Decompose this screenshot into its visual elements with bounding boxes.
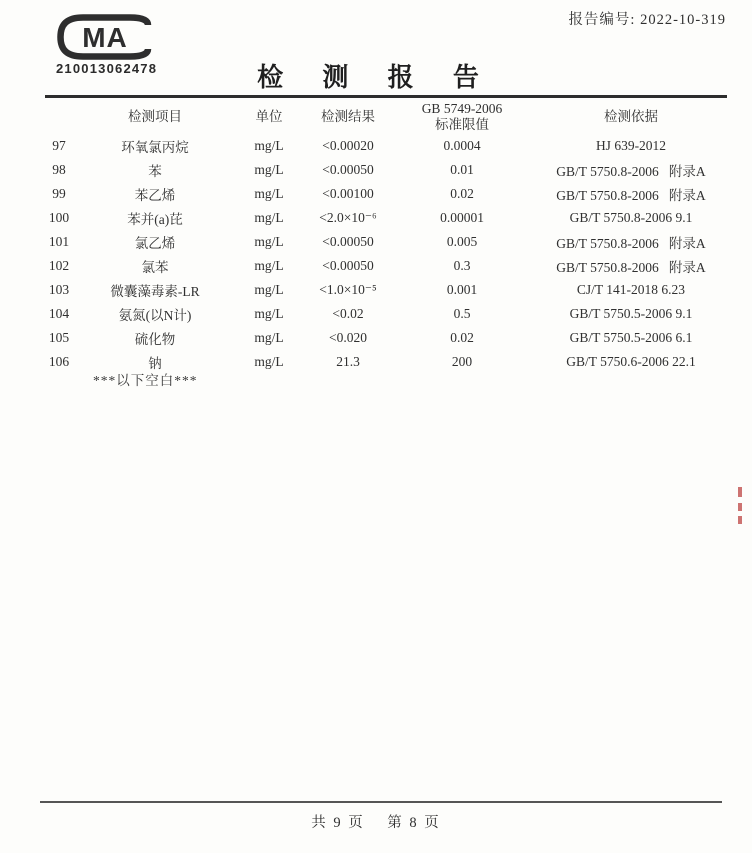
scan-red-mark bbox=[738, 487, 743, 529]
col-header-unit: 单位 bbox=[255, 109, 283, 124]
table-row bbox=[42, 134, 730, 158]
page-title: 检 测 报 告 bbox=[257, 62, 495, 92]
limit-value: 0.0004 bbox=[443, 138, 481, 153]
limit-value: 0.01 bbox=[450, 162, 474, 177]
scan-red-dash bbox=[738, 487, 742, 497]
item-name: 微囊藻毒素-LR bbox=[110, 284, 200, 299]
cma-cert-number: 210013062478 bbox=[56, 61, 158, 76]
page-footer: 共 9 页 第 8 页 bbox=[311, 815, 441, 831]
basis-value: GB/T 5750.6-2006 22.1 bbox=[566, 354, 696, 369]
table-header-row bbox=[42, 100, 730, 134]
unit-value: mg/L bbox=[254, 138, 284, 153]
table-row bbox=[42, 230, 730, 254]
row-number: 97 bbox=[52, 138, 66, 153]
limit-value: 0.02 bbox=[450, 186, 474, 201]
basis-value: GB/T 5750.8-2006 9.1 bbox=[569, 210, 693, 225]
limit-value: 0.00001 bbox=[440, 210, 484, 225]
col-header-index bbox=[42, 100, 76, 134]
limit-value: 0.3 bbox=[453, 258, 471, 273]
footer-rule bbox=[40, 801, 722, 803]
unit-value: mg/L bbox=[254, 186, 284, 201]
unit-value: mg/L bbox=[254, 330, 284, 345]
col-header-result: 检测结果 bbox=[321, 109, 375, 124]
row-number: 105 bbox=[48, 330, 70, 345]
table-row bbox=[42, 158, 730, 182]
col-header-basis: 检测依据 bbox=[604, 109, 658, 124]
item-name: 苯 bbox=[148, 164, 162, 179]
result-value: <0.02 bbox=[332, 306, 364, 321]
basis-value: GB/T 5750.8-2006 附录A bbox=[556, 188, 706, 203]
basis-value: GB/T 5750.5-2006 9.1 bbox=[569, 306, 693, 321]
item-name: 硫化物 bbox=[134, 332, 176, 347]
item-name: 钠 bbox=[148, 356, 162, 371]
basis-value: HJ 639-2012 bbox=[595, 138, 667, 153]
unit-value: mg/L bbox=[254, 282, 284, 297]
limit-value: 0.02 bbox=[450, 330, 474, 345]
row-number: 104 bbox=[48, 306, 70, 321]
results-table bbox=[42, 100, 730, 374]
result-value: <0.020 bbox=[329, 330, 367, 345]
table-row bbox=[42, 254, 730, 278]
header-rule bbox=[45, 95, 727, 98]
item-name: 苯乙烯 bbox=[134, 188, 176, 203]
row-number: 102 bbox=[48, 258, 70, 273]
basis-value: GB/T 5750.8-2006 附录A bbox=[556, 236, 706, 251]
result-value: <0.00050 bbox=[322, 258, 374, 273]
table-row bbox=[42, 302, 730, 326]
col-header-limit-line2: 标准限值 bbox=[435, 117, 489, 132]
blank-below-note: ***以下空白*** bbox=[93, 373, 198, 388]
item-name: 氯乙烯 bbox=[134, 236, 176, 251]
cma-logo-icon bbox=[56, 14, 156, 60]
result-value: <0.00050 bbox=[322, 234, 374, 249]
row-number: 103 bbox=[48, 282, 70, 297]
row-number: 98 bbox=[52, 162, 66, 177]
item-name: 氨氮(以N计) bbox=[118, 308, 192, 323]
cma-logo-text: MA bbox=[82, 22, 128, 53]
result-value: <2.0×10⁻⁶ bbox=[319, 210, 377, 225]
unit-value: mg/L bbox=[254, 354, 284, 369]
unit-value: mg/L bbox=[254, 306, 284, 321]
limit-value: 0.001 bbox=[446, 282, 478, 297]
basis-value: GB/T 5750.8-2006 附录A bbox=[556, 164, 706, 179]
col-header-limit bbox=[392, 100, 532, 134]
result-value: <0.00100 bbox=[322, 186, 374, 201]
unit-value: mg/L bbox=[254, 234, 284, 249]
row-number: 100 bbox=[48, 210, 70, 225]
table-row bbox=[42, 182, 730, 206]
table-row bbox=[42, 326, 730, 350]
result-value: <0.00050 bbox=[322, 162, 374, 177]
row-number: 101 bbox=[48, 234, 70, 249]
result-value: 21.3 bbox=[336, 354, 360, 369]
report-number: 报告编号: 2022-10-319 bbox=[568, 12, 726, 28]
table-row bbox=[42, 278, 730, 302]
scan-red-dash bbox=[738, 516, 742, 524]
basis-value: GB/T 5750.8-2006 附录A bbox=[556, 260, 706, 275]
basis-value: GB/T 5750.5-2006 6.1 bbox=[569, 330, 693, 345]
item-name: 氯苯 bbox=[141, 260, 169, 275]
table-row bbox=[42, 206, 730, 230]
limit-value: 200 bbox=[451, 354, 473, 369]
item-name: 苯并(a)芘 bbox=[127, 212, 183, 227]
col-header-limit-line1: GB 5749-2006 bbox=[421, 101, 503, 116]
basis-value: CJ/T 141-2018 6.23 bbox=[576, 282, 686, 297]
unit-value: mg/L bbox=[254, 258, 284, 273]
scan-red-dash bbox=[738, 503, 742, 511]
unit-value: mg/L bbox=[254, 162, 284, 177]
col-header-item: 检测项目 bbox=[128, 109, 182, 124]
row-number: 106 bbox=[48, 354, 70, 369]
item-name: 环氧氯丙烷 bbox=[121, 140, 189, 155]
result-value: <1.0×10⁻⁵ bbox=[319, 282, 377, 297]
unit-value: mg/L bbox=[254, 210, 284, 225]
result-value: <0.00020 bbox=[322, 138, 374, 153]
limit-value: 0.005 bbox=[446, 234, 478, 249]
row-number: 99 bbox=[52, 186, 66, 201]
limit-value: 0.5 bbox=[453, 306, 471, 321]
